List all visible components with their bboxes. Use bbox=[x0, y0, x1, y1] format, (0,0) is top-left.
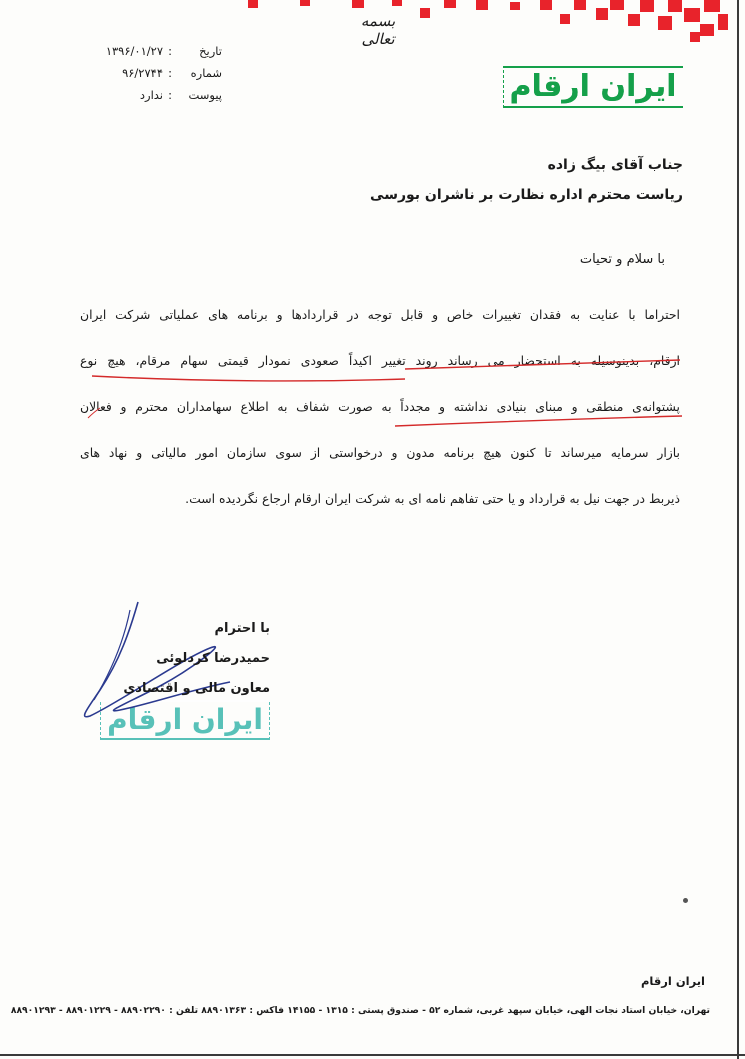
recipient-block bbox=[323, 150, 683, 210]
meta-colon: : bbox=[168, 88, 172, 102]
meta-date-row bbox=[72, 40, 222, 62]
meta-number-value: ۹۶/۲۷۴۴ bbox=[122, 66, 163, 80]
meta-label: شماره bbox=[190, 66, 222, 80]
meta-colon: : bbox=[168, 66, 172, 80]
pixel-square bbox=[700, 24, 714, 36]
body-line: ذیربط در جهت نیل به قرارداد و یا حتی تفاهم نامه ای به شرکت ایران ارقام ارجاع نگردیده است. bbox=[185, 491, 680, 506]
basmala: بسمه تعالی bbox=[360, 12, 396, 48]
letter-body bbox=[80, 295, 680, 525]
meta-attachment-row bbox=[72, 84, 222, 106]
pixel-square bbox=[690, 32, 700, 42]
signer-title: معاون مالی و اقتصادی bbox=[123, 681, 270, 696]
recipient-title: ریاست محترم اداره نظارت بر ناشران بورسی bbox=[370, 187, 683, 203]
body-line: ارقام، بدینوسیله به استحضار می رساند روند تغییر اکیداً صعودی نمودار قیمتی سهام مرقام، هیچ نوع bbox=[80, 353, 680, 368]
pixel-square bbox=[718, 14, 728, 30]
body-line: بازار سرمایه میرساند تا کنون هیچ برنامه مدون و درخواستی از سوی سازمان امور مالیاتی و نهاد های bbox=[80, 445, 680, 460]
footer-company: ایران ارقام bbox=[640, 974, 705, 988]
pixel-square bbox=[628, 14, 640, 26]
pixel-square bbox=[540, 0, 552, 10]
pixel-square bbox=[596, 8, 608, 20]
footer-address: تهران، خیابان استاد نجات الهی، خیابان سپهد غربی، شماره ۵۲ - صندوق پستی : ۱۳۱۵ - ۱۴۱۵۵ فاکس : ۸۸۹۰۱۳۶۳ تلفن : ۸۸۹۰۲۲۹۰ - ۸۸۹۰۱۲۲۹ - ۸۸۹۰۱۲۹۳ bbox=[10, 1005, 710, 1016]
body-line: پشتوانه‌ی منطقی و مبنای بنیادی نداشته و مجدداً به صورت شفاف به اطلاع سهامداران محترم و فعالان bbox=[80, 399, 680, 414]
meta-attachment-value: ندارد bbox=[139, 88, 163, 102]
scan-edge-right bbox=[737, 0, 739, 1059]
company-logo bbox=[503, 66, 683, 108]
pixel-square bbox=[668, 0, 682, 12]
meta-date-value: ۱۳۹۶/۰۱/۲۷ bbox=[105, 44, 163, 58]
signer-name: حمیدرضا کردلوئی bbox=[156, 651, 270, 666]
pixel-square bbox=[300, 0, 310, 6]
meta-label: تاریخ bbox=[199, 44, 222, 58]
pixel-square bbox=[444, 0, 456, 8]
greeting: با سلام و تحیات bbox=[579, 252, 665, 267]
signature-block bbox=[120, 614, 270, 704]
meta-number-row bbox=[72, 62, 222, 84]
pixel-square bbox=[684, 8, 700, 22]
pixel-square bbox=[658, 16, 672, 30]
pixel-square bbox=[476, 0, 488, 10]
signature-closing: با احترام bbox=[214, 621, 270, 636]
meta-label: پیوست bbox=[188, 88, 222, 102]
scan-edge-bottom bbox=[0, 1054, 745, 1056]
logo-text: ایران ارقام bbox=[504, 68, 683, 106]
pixel-square bbox=[420, 8, 430, 18]
body-line: احتراما با عنایت به فقدان تغییرات خاص و قابل توجه در قراردادها و برنامه های عملیاتی شرکت ایران bbox=[80, 307, 680, 322]
pixel-square bbox=[704, 0, 720, 12]
scan-speck bbox=[683, 898, 688, 903]
pixel-square bbox=[510, 2, 520, 10]
pixel-square bbox=[610, 0, 624, 10]
pixel-square bbox=[574, 0, 586, 10]
pixel-square bbox=[560, 14, 570, 24]
stamp-text: ایران ارقام bbox=[101, 702, 269, 738]
pixel-square bbox=[352, 0, 364, 8]
pixel-square bbox=[640, 0, 654, 12]
pixel-square bbox=[392, 0, 402, 6]
letter-meta bbox=[72, 40, 222, 106]
meta-colon: : bbox=[168, 44, 172, 58]
recipient-name: جناب آقای بیگ زاده bbox=[547, 157, 683, 173]
pixel-square bbox=[248, 0, 258, 8]
